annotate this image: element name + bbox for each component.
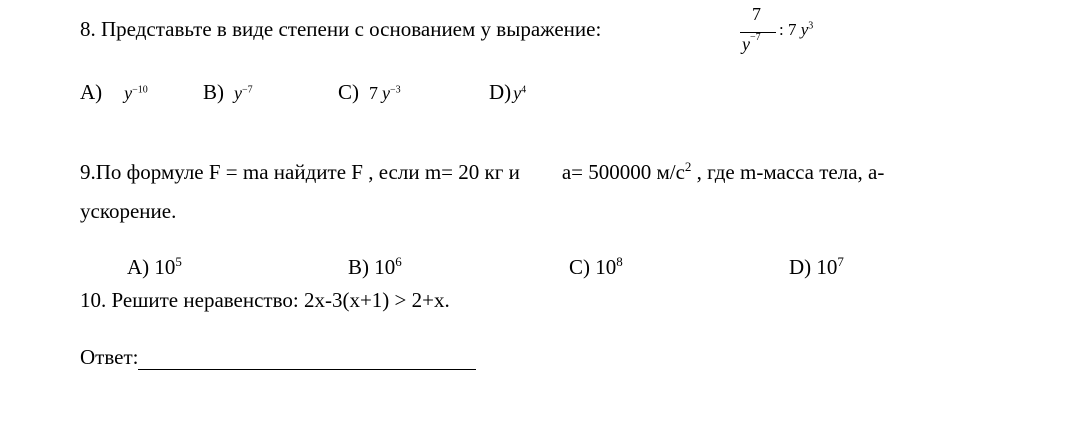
q8-fraction xyxy=(740,4,776,60)
q9-option-a: A) $10^5$ xyxy=(127,254,182,279)
q9-line1: 9.По формуле F = ma найдите F , если m= 20 кг и а= 500000 $м/с^2$ , где m-масса тела, а- xyxy=(80,159,885,184)
q8-option-a: A) $y^{-10}$ xyxy=(80,80,148,104)
answer-label: Ответ: xyxy=(80,345,139,369)
q8-option-b: B) $y^{-7}$ xyxy=(203,80,253,104)
q8-frac-denominator: $y^{-7}$ xyxy=(742,32,761,54)
q8-text: 8. Представьте в виде степени с основанием у выражение: xyxy=(80,17,602,41)
q8-option-c: C) 7 $y^{-3}$ xyxy=(338,80,401,104)
q9-line2: ускорение. xyxy=(80,199,177,223)
q8-divisor: : 7 $y^3$ xyxy=(779,20,814,39)
answer-blank[interactable] xyxy=(138,351,476,370)
answer-line xyxy=(80,345,476,370)
q9-option-c: C) $10^8$ xyxy=(569,254,623,279)
q9-option-b: B) $10^6$ xyxy=(348,254,402,279)
q8-option-d: D) $y^4$ xyxy=(489,80,527,104)
q8-frac-numerator: 7 xyxy=(752,4,761,24)
q10-text: 10. Решите неравенство: 2x-3(x+1) > 2+x. xyxy=(80,288,450,312)
q9-option-d: D) $10^7$ xyxy=(789,254,844,279)
